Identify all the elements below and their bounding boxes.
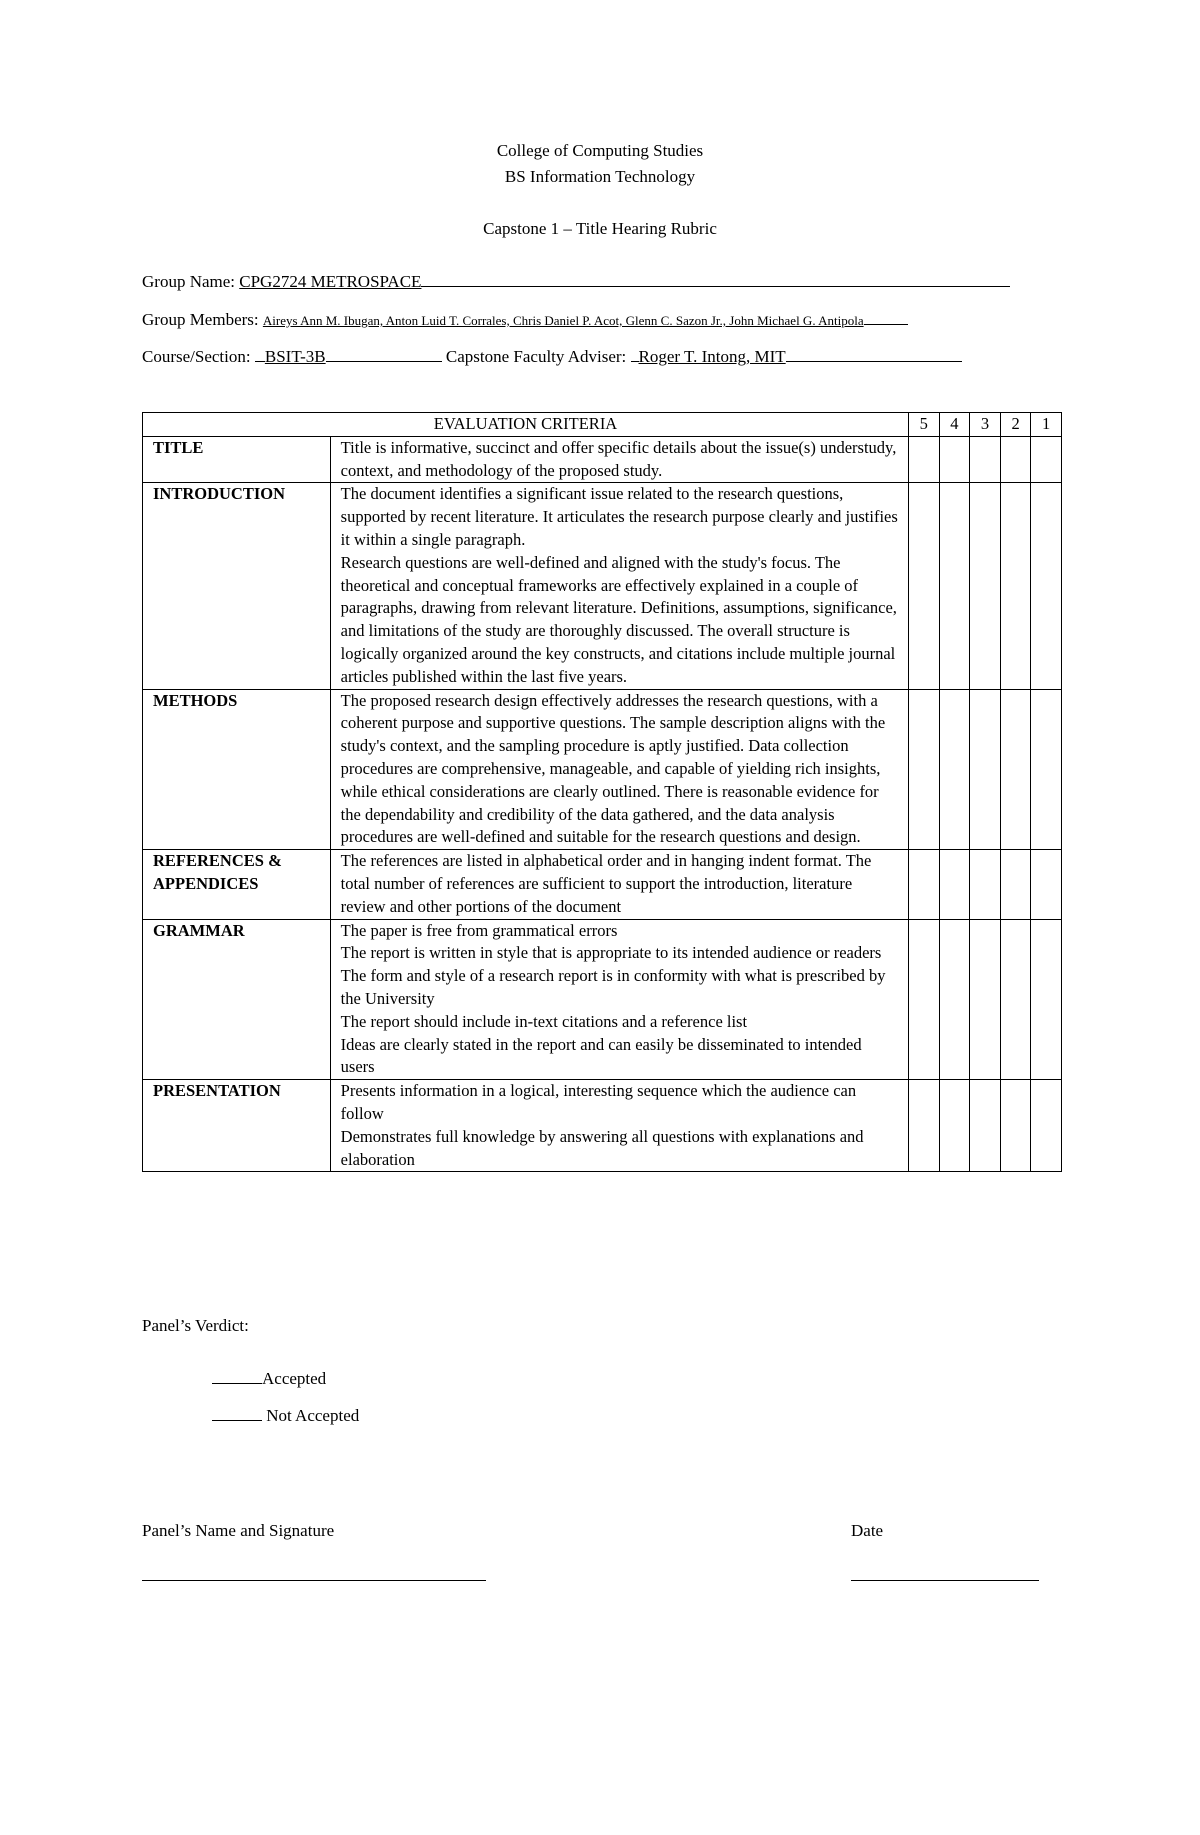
score-cell-3[interactable] [970,689,1001,850]
verdict-not-accepted-option[interactable] [212,1406,359,1426]
score-header-2: 2 [1000,413,1031,437]
date-line[interactable] [851,1580,1039,1581]
group-name-blank [421,272,1010,287]
score-cell-1[interactable] [1031,919,1062,1080]
criterion-presentation: PRESENTATION [143,1080,331,1172]
score-cell-2[interactable] [1000,689,1031,850]
score-cell-1[interactable] [1031,1080,1062,1172]
score-header-1: 1 [1031,413,1062,437]
score-header-3: 3 [970,413,1001,437]
course-label: Course/Section: [142,347,251,366]
group-members-label: Group Members: [142,310,259,329]
score-header-5: 5 [908,413,939,437]
page-title: Capstone 1 – Title Hearing Rubric [483,219,717,238]
score-cell-1[interactable] [1031,436,1062,483]
course-adviser-row [142,347,962,367]
description-methods: The proposed research design effectively addresses the research questions, with a coherent purpose and supportive questions. The sample description aligns with the study's context, and the sampling procedure is aptly justified. Data collection procedures are comprehensive, manageable, and capable of yielding rich insights, while ethical considerations are clearly outlined. There is reasonable evidence for the dependability and credibility of the data gathered, and the data analysis procedures are well-defined and suitable for the research questions and design. [330,689,908,850]
description-title: Title is informative, succinct and offer specific details about the issue(s) understudy, context, and methodology of the proposed study. [330,436,908,483]
score-cell-2[interactable] [1000,483,1031,689]
verdict-accepted-option[interactable] [212,1369,326,1389]
score-cell-4[interactable] [939,689,970,850]
score-cell-4[interactable] [939,436,970,483]
rubric-header-row [143,413,1062,437]
rubric-row-grammar [143,919,1062,1080]
rubric-row-references [143,850,1062,919]
not-accepted-label: Not Accepted [266,1406,360,1425]
adviser-value: Roger T. Intong, MIT [638,347,786,366]
score-cell-4[interactable] [939,919,970,1080]
date-label: Date [851,1521,884,1540]
group-members-blank [864,310,908,325]
score-cell-3[interactable] [970,1080,1001,1172]
group-members-row [142,310,908,330]
score-cell-2[interactable] [1000,436,1031,483]
group-name-row [142,272,1010,292]
score-cell-3[interactable] [970,850,1001,919]
group-name-value: CPG2724 METROSPACE [239,272,422,291]
score-cell-2[interactable] [1000,919,1031,1080]
description-grammar: The paper is free from grammatical errors The report is written in style that is appropriate to its intended audience or readers The form and style of a research report is in conformity with what is prescribed by the University The report should include in-text citations and a reference list Ideas are clearly stated in the report and can easily be disseminated to intended users [330,919,908,1080]
score-cell-1[interactable] [1031,483,1062,689]
group-name-label: Group Name: [142,272,236,291]
criterion-methods: METHODS [143,689,331,850]
criterion-grammar: GRAMMAR [143,919,331,1080]
course-value: BSIT-3B [264,347,326,366]
criterion-references: REFERENCES & APPENDICES [143,850,331,919]
description-presentation: Presents information in a logical, interesting sequence which the audience can follow Demonstrates full knowledge by answering all questions with explanations and elaboration [330,1080,908,1172]
score-cell-5[interactable] [908,1080,939,1172]
score-cell-4[interactable] [939,850,970,919]
program-name: BS Information Technology [504,167,696,186]
rubric-row-presentation [143,1080,1062,1172]
score-cell-2[interactable] [1000,850,1031,919]
verdict-label: Panel’s Verdict: [142,1316,249,1335]
rubric-table [142,412,1062,1172]
score-cell-4[interactable] [939,483,970,689]
adviser-label: Capstone Faculty Adviser: [445,347,627,366]
accepted-blank[interactable] [212,1369,262,1384]
signature-line[interactable] [142,1580,486,1581]
score-cell-1[interactable] [1031,850,1062,919]
description-references: The references are listed in alphabetical order and in hanging indent format. The total number of references are sufficient to support the introduction, literature review and other portions of the document [330,850,908,919]
description-introduction: The document identifies a significant issue related to the research questions, supported by recent literature. It articulates the research purpose clearly and justifies it within a single paragraph. Research questions are well-defined and aligned with the study's focus. The theoretical and conceptual frameworks are effectively explained in a couple of paragraphs, drawing from relevant literature. Definitions, assumptions, significance, and limitations of the study are thoroughly discussed. The overall structure is logically organized around the key constructs, and citations include multiple journal articles published within the last five years. [330,483,908,689]
score-cell-5[interactable] [908,919,939,1080]
score-cell-3[interactable] [970,436,1001,483]
rubric-row-title [143,436,1062,483]
accepted-label: Accepted [262,1369,327,1388]
score-cell-1[interactable] [1031,689,1062,850]
evaluation-criteria-header: EVALUATION CRITERIA [143,413,909,437]
rubric-row-introduction [143,483,1062,689]
college-name: College of Computing Studies [496,141,704,160]
score-header-4: 4 [939,413,970,437]
not-accepted-blank[interactable] [212,1406,262,1421]
score-cell-5[interactable] [908,436,939,483]
rubric-row-methods [143,689,1062,850]
score-cell-3[interactable] [970,483,1001,689]
criterion-title: TITLE [143,436,331,483]
group-members-value: Aireys Ann M. Ibugan, Anton Luid T. Corrales, Chris Daniel P. Acot, Glenn C. Sazon Jr., John Michael G. Antipola [262,313,864,328]
score-cell-2[interactable] [1000,1080,1031,1172]
score-cell-5[interactable] [908,483,939,689]
criterion-introduction: INTRODUCTION [143,483,331,689]
score-cell-5[interactable] [908,850,939,919]
score-cell-4[interactable] [939,1080,970,1172]
score-cell-5[interactable] [908,689,939,850]
score-cell-3[interactable] [970,919,1001,1080]
panel-signature-label: Panel’s Name and Signature [142,1521,335,1540]
